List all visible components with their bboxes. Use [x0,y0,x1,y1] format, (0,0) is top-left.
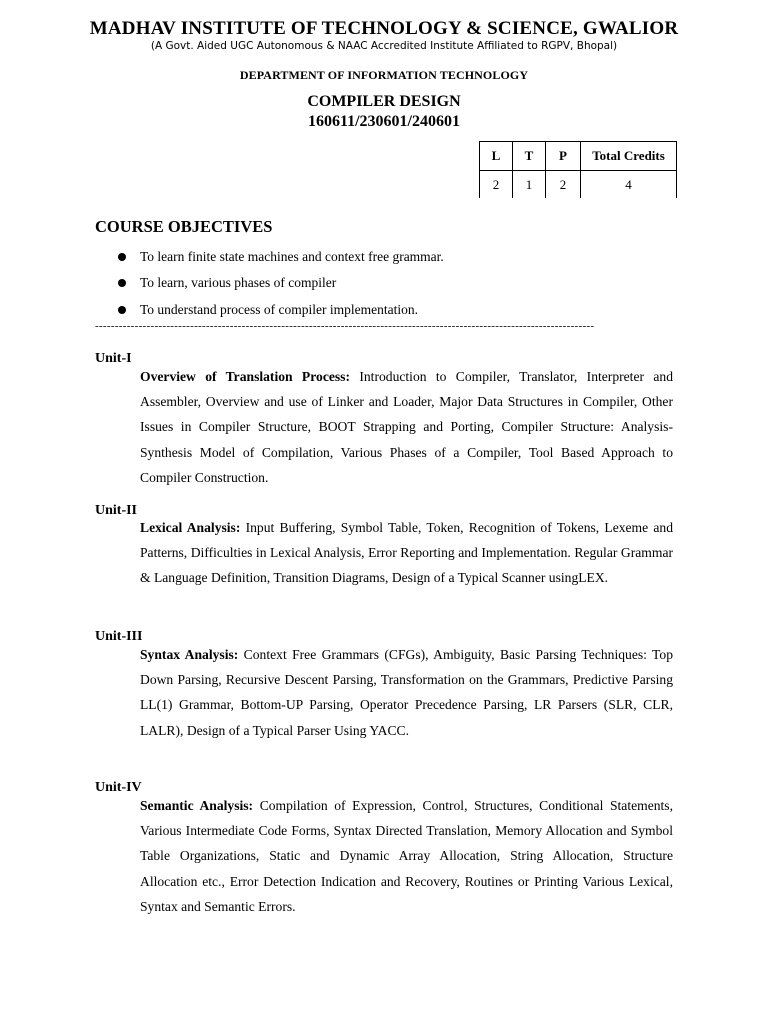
section-separator: ------------------------------------------------------------------------------------------------------------------------------ [95,320,595,332]
unit-4-label: Unit-IV [95,780,142,795]
unit-2-label: Unit-II [95,503,138,518]
unit-3-title: Syntax Analysis: [140,647,239,662]
objective-item [118,246,444,272]
unit-1-text: Introduction to Compiler, Translator, Interpreter and Assembler, Overview and use of Linker and Loader, Major Data Structures in Compiler, Other Issues in Compiler Structure, BOOT Strapping and Porting, Compiler Structure: Analysis-Synthesis Model of Compilation, Various Phases of a Compiler, Tool Based Approach to Compiler Construction. [140,369,673,485]
credits-header-p: P [546,142,581,171]
credits-value-l: 2 [480,171,513,199]
objectives-heading: COURSE OBJECTIVES [95,217,273,236]
unit-3-body [140,642,673,743]
credits-header-row [480,142,677,171]
objective-text: To understand process of compiler implementation. [140,302,418,317]
department-title: DEPARTMENT OF INFORMATION TECHNOLOGY [239,68,529,82]
unit-2-title: Lexical Analysis: [140,520,241,535]
unit-2-body [140,515,673,591]
unit-4-text: Compilation of Expression, Control, Structures, Conditional Statements, Various Intermediate Code Forms, Syntax Directed Translation, Memory Allocation and Symbol Table Organizations, Static and Dynamic Array Allocation, String Allocation, Structure Allocation etc., Error Detection Indication and Recovery, Routines or Printing Various Lexical, Syntax and Semantic Errors. [140,798,673,914]
credits-value-t: 1 [513,171,546,199]
objective-item [118,272,444,299]
bullet-icon [118,279,126,287]
unit-3-text: Context Free Grammars (CFGs), Ambiguity, Basic Parsing Techniques: Top Down Parsing, Recursive Descent Parsing, Transformation on the Grammars, Predictive Parsing LL(1) Grammar, Bottom-UP Parsing, Operator Precedence Parsing, LR Parsers (SLR, CLR, LALR), Design of a Typical Parser Using YACC. [140,647,673,738]
objective-text: To learn finite state machines and context free grammar. [140,249,444,264]
objectives-list [118,246,444,325]
institute-title: MADHAV INSTITUTE OF TECHNOLOGY & SCIENCE, GWALIOR [89,18,679,39]
objective-text: To learn, various phases of compiler [140,275,337,290]
credits-header-t: T [513,142,546,171]
unit-1-title: Overview of Translation Process: [140,369,350,384]
bullet-icon [118,306,126,314]
unit-4-title: Semantic Analysis: [140,798,254,813]
credits-header-total: Total Credits [581,142,677,171]
credits-header-l: L [480,142,513,171]
credits-value-p: 2 [546,171,581,199]
credits-value-total: 4 [581,171,677,199]
bullet-icon [118,253,126,261]
unit-3-label: Unit-III [95,629,143,644]
course-code: 160611/230601/240601 [307,113,460,130]
institute-affiliation: (A Govt. Aided UGC Autonomous & NAAC Accredited Institute Affiliated to RGPV, Bhopal) [150,40,618,52]
unit-2-text: Input Buffering, Symbol Table, Token, Recognition of Tokens, Lexeme and Patterns, Difficulties in Lexical Analysis, Error Reporting and Implementation. Regular Grammar & Language Definition, Transition Diagrams, Design of a Typical Scanner usingLEX. [140,520,674,586]
course-name: COMPILER DESIGN [307,93,461,110]
unit-1-label: Unit-I [95,351,132,366]
unit-4-body [140,793,673,919]
credits-value-row [480,171,677,199]
credits-table [479,141,677,198]
unit-1-body [140,364,673,490]
